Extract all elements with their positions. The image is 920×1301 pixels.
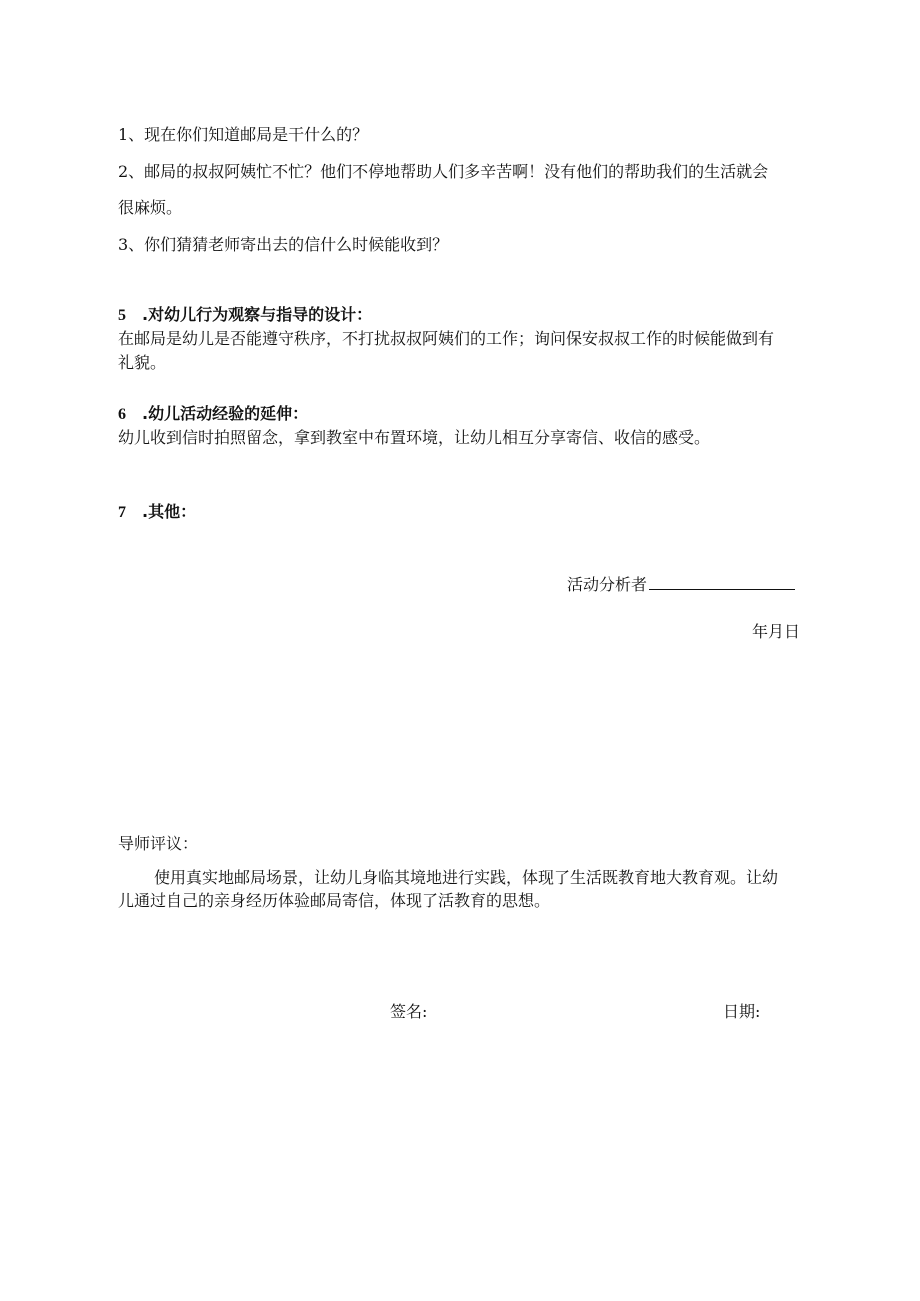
section-7-number: 7 bbox=[118, 504, 126, 521]
analyst-blank bbox=[649, 575, 795, 590]
question-2-line-2: 很麻烦。 bbox=[118, 198, 183, 217]
section-5-heading bbox=[118, 304, 372, 327]
mentor-label: 导师评议： bbox=[118, 834, 199, 853]
section-7-title: .其他： bbox=[142, 502, 197, 521]
mentor-sign-label: 签名: bbox=[390, 1002, 428, 1021]
question-1: 1、现在你们知道邮局是干什么的？ bbox=[118, 125, 369, 144]
section-5-body-line-1: 在邮局是幼儿是否能遵守秩序，不打扰叔叔阿姨们的工作；询问保安叔叔工作的时候能做到有 bbox=[118, 329, 775, 348]
section-6-number: 6 bbox=[118, 406, 126, 423]
section-5-number: 5 bbox=[118, 307, 126, 324]
analyst-label: 活动分析者 bbox=[567, 575, 648, 594]
section-7-heading bbox=[118, 501, 196, 524]
section-6-heading bbox=[118, 403, 308, 426]
mentor-comment-line-1: 使用真实地邮局场景，让幼儿身临其境地进行实践，体现了生活既教育地大教育观。让幼 bbox=[154, 868, 779, 887]
section-5-title: .对幼儿行为观察与指导的设计： bbox=[142, 305, 373, 324]
section-5-body-line-2: 礼貌。 bbox=[118, 353, 167, 372]
section-6-body: 幼儿收到信时拍照留念，拿到教室中布置环境，让幼儿相互分享寄信、收信的感受。 bbox=[118, 428, 711, 447]
question-3: 3、你们猜猜老师寄出去的信什么时候能收到？ bbox=[118, 235, 449, 254]
section-6-title: .幼儿活动经验的延伸： bbox=[142, 404, 309, 423]
analysis-date-label: 年月日 bbox=[752, 622, 801, 641]
mentor-comment-line-2: 儿通过自己的亲身经历体验邮局寄信，体现了活教育的思想。 bbox=[118, 891, 551, 910]
analyst-signature-line bbox=[567, 574, 795, 596]
mentor-date-label: 日期: bbox=[723, 1002, 761, 1021]
question-2-line-1: 2、邮局的叔叔阿姨忙不忙？他们不停地帮助人们多辛苦啊！没有他们的帮助我们的生活就会 bbox=[118, 162, 769, 181]
